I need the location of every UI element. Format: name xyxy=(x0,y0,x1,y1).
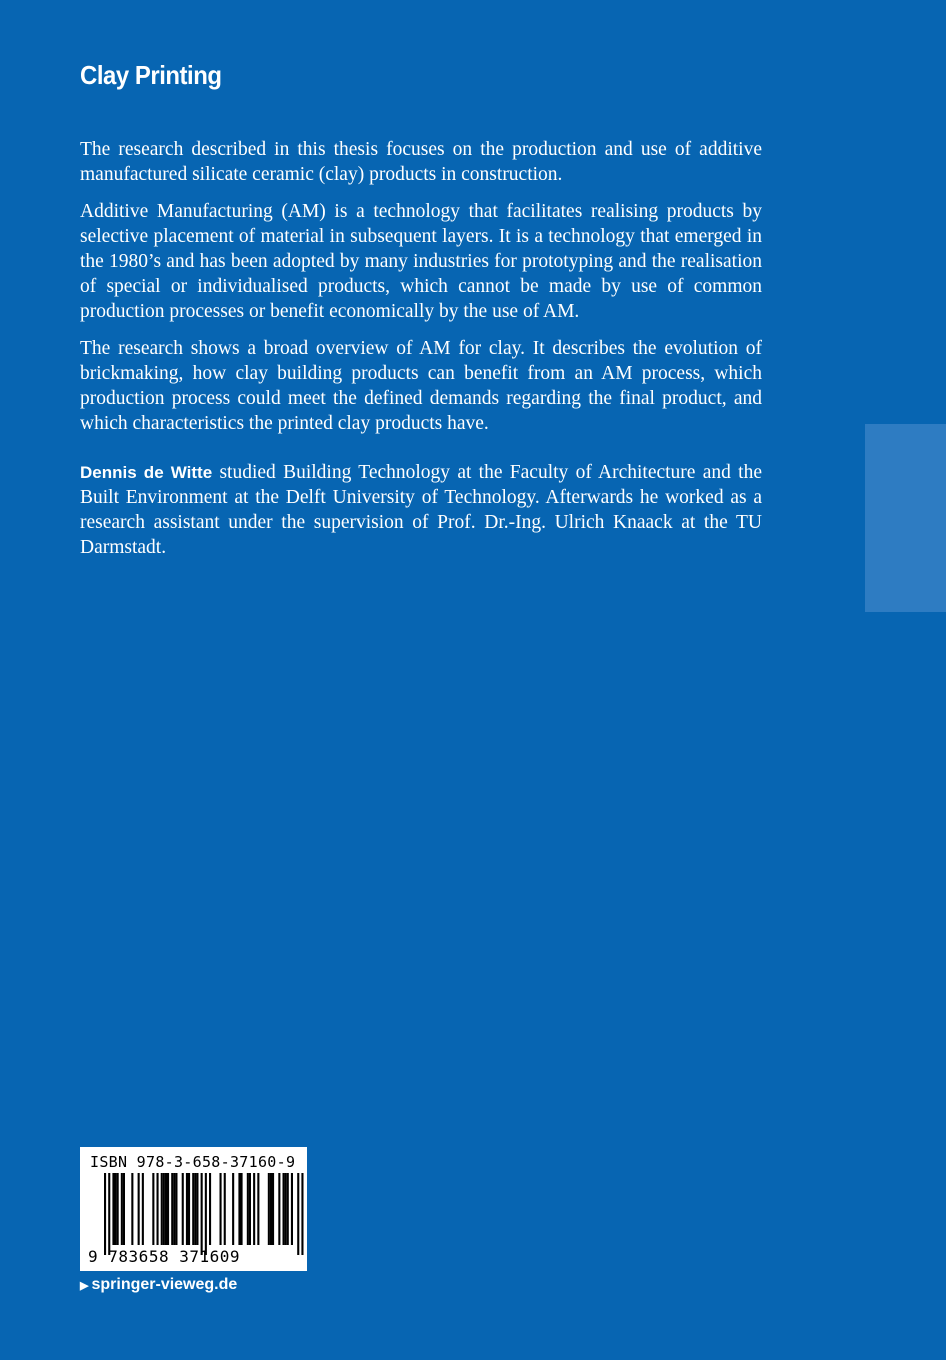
isbn-label: ISBN 978-3-658-37160-9 xyxy=(90,1153,296,1171)
ean-left-group: 783658 xyxy=(108,1247,170,1266)
barcode-bar xyxy=(247,1173,249,1245)
barcode-bar xyxy=(173,1173,175,1245)
paragraph-3: The research shows a broad overview of AM for clay. It describes the evolution of brickmaking, how clay building products can benefit from an AM process, which production process could meet the defined demands regarding the final product, and which characteristics the printed clay products have. xyxy=(80,338,762,434)
barcode-bar xyxy=(117,1173,119,1245)
ean-digits xyxy=(88,1247,240,1266)
barcode-bar xyxy=(194,1173,196,1245)
barcode-bar xyxy=(205,1173,207,1255)
barcode-bar xyxy=(115,1173,117,1245)
barcode-bar xyxy=(285,1173,287,1245)
barcode-bar xyxy=(272,1173,274,1245)
author-bio xyxy=(80,460,762,560)
barcode-bar xyxy=(167,1173,169,1245)
paragraph-2: Additive Manufacturing (AM) is a technology that facilitates realising products by selective placement of material in subsequent layers. It is a technology that emerged in the 1980’s and has been adopted by many industries for prototyping and the realisation of special or individualised products, which cannot be made by use of common production processes or benefit economically by the use of AM. xyxy=(80,201,762,322)
barcode-bar xyxy=(165,1173,167,1245)
barcode-bar xyxy=(138,1173,140,1245)
barcode-bar xyxy=(257,1173,259,1245)
barcode-bar xyxy=(283,1173,285,1245)
barcode-bar xyxy=(287,1173,289,1245)
barcode-bar xyxy=(112,1173,114,1245)
barcode-bar xyxy=(161,1173,163,1245)
ean-right-group: 371609 xyxy=(179,1247,241,1266)
barcode-bar xyxy=(104,1173,106,1255)
barcode-bar xyxy=(220,1173,222,1245)
back-cover-text xyxy=(80,137,762,572)
barcode-bar xyxy=(238,1173,240,1245)
barcode-bar xyxy=(297,1173,299,1255)
publisher-link[interactable] xyxy=(80,1276,237,1294)
barcode-bar xyxy=(241,1173,243,1245)
book-title: Clay Printing xyxy=(80,60,222,90)
barcode-bar xyxy=(209,1173,211,1245)
side-tab xyxy=(865,424,946,612)
barcode-bar xyxy=(249,1173,251,1245)
barcode-bar xyxy=(192,1173,194,1245)
barcode-bar xyxy=(121,1173,123,1245)
barcode-bar xyxy=(171,1173,173,1245)
ean-first-digit: 9 xyxy=(88,1247,99,1266)
barcode-bar xyxy=(108,1173,110,1255)
author-name: Dennis de Witte xyxy=(80,463,213,482)
barcode-bar xyxy=(182,1173,184,1245)
author-bio-text: studied Building Technology at the Faculty of Architecture and the Built Environment at the Delft University of Technology. Afterwards he worked as a research assistant under the supervision of Prof. Dr.-Ing. Ulrich Knaack at the TU Darmstadt. xyxy=(80,462,763,558)
barcode-bar xyxy=(224,1173,226,1245)
publisher-url: springer-vieweg.de xyxy=(91,1276,238,1293)
barcode-bar xyxy=(175,1173,177,1245)
barcode-bar xyxy=(291,1173,293,1245)
barcode-bar xyxy=(188,1173,190,1245)
triangle-right-icon: ▶ xyxy=(80,1279,89,1292)
isbn-barcode xyxy=(80,1147,307,1271)
barcode-bar xyxy=(123,1173,125,1245)
barcode-bar xyxy=(131,1173,133,1245)
barcode-bar xyxy=(301,1173,303,1255)
barcode-bar xyxy=(232,1173,234,1245)
barcode-bar xyxy=(268,1173,270,1245)
barcode-bar xyxy=(278,1173,280,1245)
barcode-bar xyxy=(201,1173,203,1255)
barcode-bar xyxy=(186,1173,188,1245)
barcode-bar xyxy=(142,1173,144,1245)
barcode-bar xyxy=(163,1173,165,1245)
barcode-bar xyxy=(157,1173,159,1245)
paragraph-1: The research described in this thesis focuses on the production and use of additive manufactured silicate ceramic (clay) products in construction. xyxy=(80,139,762,185)
barcode-bar xyxy=(196,1173,198,1245)
barcode-bar xyxy=(152,1173,154,1245)
barcode-bar xyxy=(270,1173,272,1245)
barcode-bar xyxy=(253,1173,255,1245)
